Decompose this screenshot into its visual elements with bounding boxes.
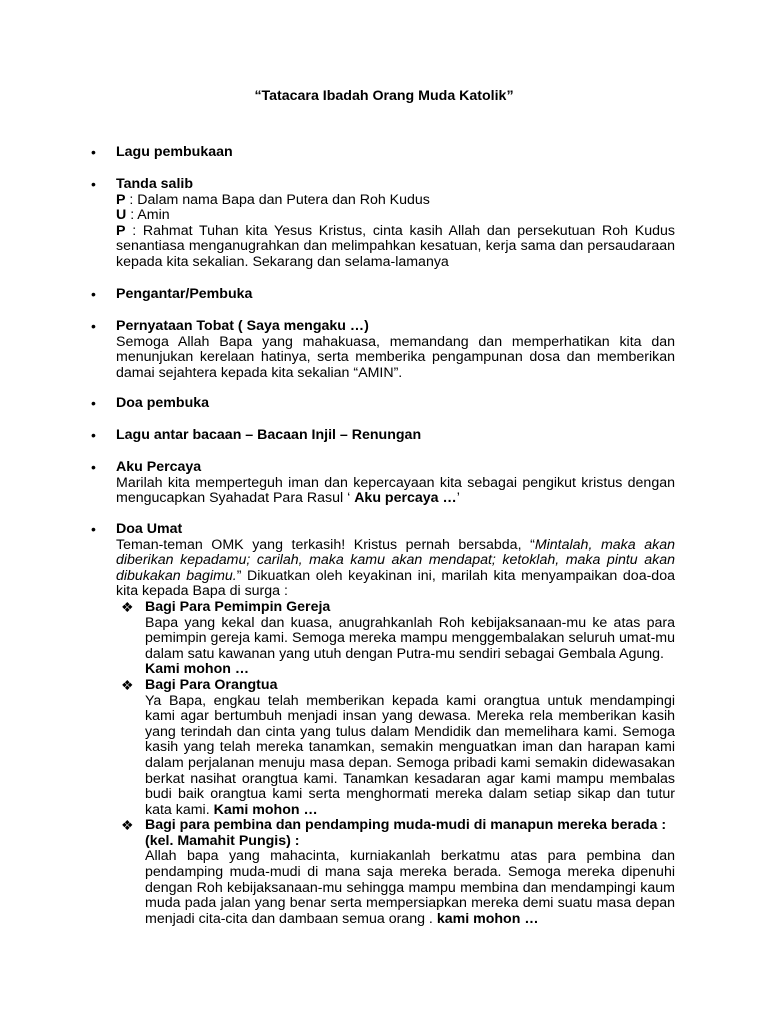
prayer-heading: Bagi Para Orangtua (145, 676, 278, 693)
paragraph-text: ” Dikuatkan oleh keyakinan ini, marilah kita menyampaikan doa-doa kita kepada Bapa di surga : (116, 567, 675, 600)
section-paragraph (116, 476, 675, 507)
speaker-label: P (116, 222, 126, 239)
liturgy-text: : Dalam nama Bapa dan Putera dan Roh Kudus (125, 191, 430, 208)
section-heading: Aku Percaya (116, 459, 202, 475)
section-heading: Pernyataan Tobat ( Saya mengaku …) (116, 318, 369, 334)
prayer-heading: Bagi Para Pemimpin Gereja (145, 598, 331, 615)
section-heading: Doa pembuka (116, 395, 210, 411)
prayer-text (145, 694, 675, 819)
bullet-icon: • (91, 286, 96, 302)
prayer-body: Bapa yang kekal dan kuasa, anugrahkanlah Roh kebijaksanaan-mu ke atas para pemimpin gereja kami. Semoga mereka mampu menggembalakan seluruh umat-mu dalam satu kawanan yang utuh dengan Putra-mu sendiri sebagai Gembala Agung. (145, 614, 675, 662)
prayer-closing: Kami mohon … (213, 801, 318, 818)
section-heading: Pengantar/Pembuka (116, 286, 253, 302)
prayer-closing: kami mohon … (436, 910, 539, 927)
bullet-icon: • (91, 395, 96, 411)
bullet-icon: • (91, 176, 96, 192)
paragraph-text: Marilah kita memperteguh iman dan kepercayaan kita sebagai pengikut kristus dengan mengucapkan Syahadat Para Rasul ‘ (116, 474, 675, 507)
section-tanda-salib (91, 176, 675, 271)
speaker-label: P (116, 191, 126, 208)
document-title: “Tatacara Ibadah Orang Muda Katolik” (254, 88, 514, 104)
bullet-icon: • (91, 144, 96, 160)
liturgy-line (116, 224, 675, 271)
section-heading: Doa Umat (116, 521, 183, 537)
prayer-heading: Bagi para pembina dan pendamping muda-mudi di manapun mereka berada : (kel. Mamahit Pungis) : (145, 817, 667, 849)
section-heading: Lagu antar bacaan – Bacaan Injil – Renungan (116, 427, 422, 443)
section-paragraph: Semoga Allah Bapa yang mahakuasa, memandang dan memperhatikan kita dan menunjukan kerelaan hatinya, serta memberika pengampunan dosa dan memberikan damai sejahtera kepada kita sekalian “AMIN”. (116, 333, 675, 381)
diamond-bullet-icon: ❖ (121, 676, 134, 693)
bullet-icon: • (91, 459, 96, 475)
diamond-bullet-icon: ❖ (121, 598, 134, 615)
section-pernyataan-tobat (91, 318, 675, 381)
section-heading: Tanda salib (116, 176, 193, 192)
section-lagu-pembukaan (91, 144, 675, 161)
scripture-quote: Mintalah, maka akan diberikan kepadamu; carilah, maka kamu akan mendapat; ketoklah, maka pintu akan dibukakan bagimu. (116, 536, 675, 584)
prayer-body: Allah bapa yang mahacinta, kurniakanlah berkatmu atas para pembina dan pendamping muda-mudi di mana saja mereka berada. Semoga mereka dipenuhi dengan Roh kebijaksanaan-mu sehingga mampu membina dan mendampingi kaum muda pada jalan yang benar serta mempersiapkan mereka demi suatu masa depan menjadi cita-cita dan dambaan semua orang . (145, 848, 675, 927)
paragraph-end: ’ (456, 490, 460, 507)
prayer-body: Ya Bapa, engkau telah memberikan kepada kami orangtua untuk mendampingi kami agar bertumbuh menjadi insan yang dewasa. Mereka rela memberikan kasih yang terindah dan cinta yang tulus dalam Mendidik dan memelihara kami. Semoga kasih yang telah mereka tanamkan, semakin menguatkan iman dan harapan kami dalam perjalanan menuju masa depan. Semoga pribadi kami semakin didewasakan berkat nasihat orangtua kami. Tanamkan kesadaran agar kami mampu membalas budi baik orangtua kami serta menghormati mereka dalam setiap sikap dan tutur kata kami. (145, 692, 675, 818)
prayer-item (121, 598, 675, 678)
prayer-text (145, 616, 675, 678)
section-doa-umat (91, 521, 675, 927)
diamond-bullet-icon: ❖ (121, 817, 134, 834)
paragraph-text: Teman-teman OMK yang terkasih! Kristus pernah bersabda, “ (116, 536, 535, 553)
prayer-text (145, 849, 675, 927)
prayer-item (121, 676, 675, 818)
paragraph-bold: Aku percaya … (354, 490, 457, 507)
liturgy-line (116, 208, 675, 224)
prayer-closing: Kami mohon … (145, 661, 250, 678)
bullet-icon: • (91, 521, 96, 537)
liturgy-text: : Amin (126, 207, 170, 224)
section-doa-pembuka (91, 395, 675, 412)
section-paragraph (116, 538, 675, 600)
liturgy-text: : Rahmat Tuhan kita Yesus Kristus, cinta kasih Allah dan persekutuan Roh Kudus senantiasa menganugrahkan dan melimpahkan kesatuan, kerja sama dan persaudaraan kepada kita sekalian. Sekarang dan selama-lamanya (116, 222, 675, 270)
section-lagu-antar-bacaan (91, 427, 675, 444)
prayer-item (121, 817, 675, 927)
section-aku-percaya (91, 459, 675, 507)
speaker-label: U (116, 207, 127, 224)
bullet-icon: • (91, 427, 96, 443)
liturgy-line (116, 193, 675, 209)
section-heading: Lagu pembukaan (116, 144, 233, 160)
section-pengantar (91, 286, 675, 303)
bullet-icon: • (91, 318, 96, 334)
